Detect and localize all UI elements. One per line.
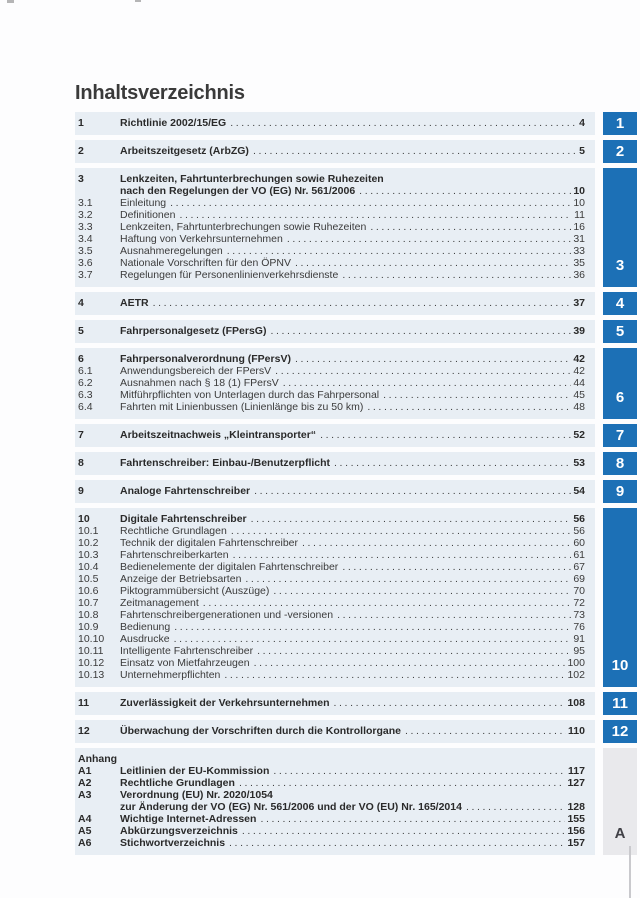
chapter-tab-label: 11 <box>612 695 628 712</box>
toc-row-title: Verordnung (EU) Nr. 2020/1054 <box>120 789 273 801</box>
toc-row-number: 10 <box>78 513 90 525</box>
dot-leader <box>367 401 571 413</box>
toc-section <box>75 452 595 475</box>
dot-leader <box>174 633 572 645</box>
toc-row <box>78 377 585 389</box>
toc-row <box>78 765 585 777</box>
dot-leader <box>466 801 566 813</box>
chapter-tab-label: 1 <box>615 115 625 132</box>
toc-section <box>75 508 595 687</box>
toc-row-number: 11 <box>78 697 90 709</box>
toc-row-title: Einleitung <box>120 197 167 209</box>
toc-row-number: 4 <box>78 297 84 309</box>
toc-row <box>78 597 585 609</box>
dot-leader <box>230 117 577 129</box>
dot-leader <box>337 609 571 621</box>
dot-leader <box>231 525 571 537</box>
toc-row <box>78 269 585 281</box>
toc-row <box>78 789 585 801</box>
toc-row-page: 45 <box>573 389 585 401</box>
toc-row-title: Piktogrammübersicht (Auszüge) <box>120 585 270 597</box>
toc-row-title: Technik der digitalen Fahrtenschreiber <box>120 537 299 549</box>
toc-row <box>78 233 585 245</box>
toc-row <box>78 221 585 233</box>
toc-row-title: Anwendungsbereich der FPersV <box>120 365 272 377</box>
toc-row-title: Unternehmerpflichten <box>120 669 221 681</box>
toc-row-page: 56 <box>573 525 585 537</box>
toc-row-title: Digitale Fahrtenschreiber <box>120 513 247 525</box>
toc-row-title: Lenkzeiten, Fahrtunterbrechungen sowie Ruhezeiten <box>120 221 367 233</box>
dot-leader <box>233 549 572 561</box>
toc-row-number: 10.2 <box>78 537 99 549</box>
dot-leader <box>405 725 566 737</box>
toc-row-number: A3 <box>78 789 92 801</box>
dot-leader <box>242 825 566 837</box>
toc-row-number: 3.6 <box>78 257 93 269</box>
toc-row-page: 67 <box>573 561 585 573</box>
toc-row-number: 1 <box>78 117 84 129</box>
toc-row-title: Fahrten mit Linienbussen (Linienlänge bis zu 50 km) <box>120 401 364 413</box>
chapter-tab-9 <box>603 480 637 503</box>
toc-row <box>78 245 585 257</box>
toc-row-number: 6 <box>78 353 84 365</box>
toc-row-title: Mitführpflichten von Unterlagen durch das Fahrpersonal <box>120 389 380 401</box>
dot-leader <box>359 185 571 197</box>
toc-row-number: 6.3 <box>78 389 93 401</box>
dot-leader <box>227 245 572 257</box>
toc-row-page: 35 <box>573 257 585 269</box>
toc-row-page: 42 <box>573 353 585 365</box>
chapter-tab-label: 12 <box>611 723 629 740</box>
toc-section <box>75 168 595 287</box>
toc-row-number: 3 <box>78 173 84 185</box>
chapter-tab-label: 7 <box>615 427 625 444</box>
toc-row-title: AETR <box>120 297 149 309</box>
toc-row-title: Arbeitszeitnachweis „Kleintransporter“ <box>120 429 317 441</box>
chapter-tab-12 <box>603 720 637 743</box>
toc-entries <box>75 112 595 855</box>
scan-page-edge <box>629 846 631 898</box>
chapter-tab-1 <box>603 112 637 135</box>
toc-row-page: 48 <box>573 401 585 413</box>
toc-row-page: 16 <box>573 221 585 233</box>
toc-row-page: 155 <box>567 813 585 825</box>
chapter-tab-label: 4 <box>615 295 625 312</box>
toc-row-number: 10.7 <box>78 597 99 609</box>
toc-row <box>78 561 585 573</box>
toc-row <box>78 657 585 669</box>
toc-row <box>78 365 585 377</box>
toc-row-page: 156 <box>567 825 585 837</box>
toc-row <box>78 645 585 657</box>
toc-row-title: Wichtige Internet-Adressen <box>120 813 257 825</box>
toc-row-page: 73 <box>573 609 585 621</box>
toc-row <box>78 145 585 157</box>
chapter-tab-2 <box>603 140 637 163</box>
toc-row-title: Überwachung der Vorschriften durch die Kontrollorgane <box>120 725 402 737</box>
toc-row-number: 10.10 <box>78 633 105 645</box>
toc-row-page: 128 <box>567 801 585 813</box>
dot-leader <box>273 765 566 777</box>
dot-leader <box>254 657 566 669</box>
chapter-tab-label: A <box>614 825 626 842</box>
dot-leader <box>229 837 565 849</box>
toc-row-title: Haftung von Verkehrsunternehmen <box>120 233 283 245</box>
toc-row <box>78 725 585 737</box>
toc-row-title: Fahrtenschreiberkarten <box>120 549 229 561</box>
toc-row-number: A4 <box>78 813 92 825</box>
toc-row-title: Stichwortverzeichnis <box>120 837 226 849</box>
toc-row-title: Anzeige der Betriebsarten <box>120 573 242 585</box>
toc-row-page: 42 <box>573 365 585 377</box>
toc-row-number: 2 <box>78 145 84 157</box>
dot-leader <box>320 429 571 441</box>
toc-section <box>75 720 595 743</box>
toc-row-title: nach den Regelungen der VO (EG) Nr. 561/2006 <box>120 185 356 197</box>
chapter-tab-8 <box>603 452 637 475</box>
dot-leader <box>179 209 572 221</box>
toc-row <box>78 549 585 561</box>
toc-row-page: 70 <box>573 585 585 597</box>
dot-leader <box>334 697 566 709</box>
toc-row-number: 12 <box>78 725 90 737</box>
chapter-tab-3 <box>603 168 637 287</box>
toc-row-page: 4 <box>579 117 585 129</box>
toc-row-page: 110 <box>568 725 585 737</box>
toc-row <box>78 633 585 645</box>
toc-row-page: 127 <box>567 777 585 789</box>
toc-row <box>78 525 585 537</box>
dot-leader <box>245 573 571 585</box>
dot-leader <box>302 537 571 549</box>
toc-row-page: 72 <box>573 597 585 609</box>
toc-row-number: 3.1 <box>78 197 93 209</box>
toc-row <box>78 257 585 269</box>
toc-row-title: Lenkzeiten, Fahrtunterbrechungen sowie Ruhezeiten <box>120 173 384 185</box>
toc-row-page: 53 <box>573 457 585 469</box>
toc-row-title: Zuverlässigkeit der Verkehrsunternehmen <box>120 697 330 709</box>
toc-row-number: 10.11 <box>78 645 104 657</box>
toc-row-page: 60 <box>573 537 585 549</box>
toc-row <box>78 697 585 709</box>
dot-leader <box>273 585 571 597</box>
dot-leader <box>224 669 565 681</box>
scan-speck <box>135 0 141 2</box>
toc-row-title: Abkürzungsverzeichnis <box>120 825 238 837</box>
toc-row-number: 8 <box>78 457 84 469</box>
toc-row <box>78 297 585 309</box>
toc-row-page: 91 <box>573 633 585 645</box>
toc-row <box>78 117 585 129</box>
dot-leader <box>270 325 571 337</box>
toc-row-page: 117 <box>568 765 585 777</box>
toc-row-title: Ausdrucke <box>120 633 170 645</box>
toc-row-title: Leitlinien der EU-Kommission <box>120 765 270 777</box>
dot-leader <box>254 485 571 497</box>
toc-row-number: 3.2 <box>78 209 93 221</box>
dot-leader <box>153 297 572 309</box>
toc-row <box>78 801 585 813</box>
dot-leader <box>253 145 577 157</box>
toc-row-number: 3.3 <box>78 221 93 233</box>
toc-row-page: 44 <box>573 377 585 389</box>
toc-row-title: Nationale Vorschriften für den ÖPNV <box>120 257 292 269</box>
toc-row-number: 10.5 <box>78 573 99 585</box>
toc-row <box>78 513 585 525</box>
toc-row-number: 10.4 <box>78 561 99 573</box>
dot-leader <box>257 645 571 657</box>
chapter-tab-7 <box>603 424 637 447</box>
toc-row-number: 10.13 <box>78 669 105 681</box>
chapter-tab-label: 8 <box>615 455 625 472</box>
toc-row-number: A6 <box>78 837 92 849</box>
toc-row-page: 76 <box>573 621 585 633</box>
toc-row-page: 102 <box>567 669 585 681</box>
chapter-tab-label: 2 <box>615 143 625 160</box>
toc-row <box>78 401 585 413</box>
toc-section <box>75 748 595 855</box>
toc-section <box>75 424 595 447</box>
toc-row-number: 3.7 <box>78 269 93 281</box>
toc-row-number: 10.6 <box>78 585 99 597</box>
toc-row <box>78 173 585 185</box>
toc-row-page: 11 <box>574 209 585 221</box>
dot-leader <box>295 353 571 365</box>
toc-row-number: 6.1 <box>78 365 93 377</box>
toc-row-page: 10 <box>573 197 585 209</box>
toc-row-number: 10.9 <box>78 621 99 633</box>
toc-row <box>78 777 585 789</box>
toc-row-number: 10.8 <box>78 609 99 621</box>
toc-row <box>78 185 585 197</box>
toc-row <box>78 209 585 221</box>
dot-leader <box>334 457 571 469</box>
toc-row-title: Zeitmanagement <box>120 597 199 609</box>
toc-section <box>75 112 595 135</box>
toc-row-number: 6.4 <box>78 401 93 413</box>
toc-row-number: 3.5 <box>78 245 93 257</box>
toc-row-page: 95 <box>573 645 585 657</box>
toc-section <box>75 292 595 315</box>
dot-leader <box>287 233 571 245</box>
toc-row-number: 7 <box>78 429 84 441</box>
dot-leader <box>383 389 571 401</box>
toc-row-page: 5 <box>579 145 585 157</box>
dot-leader <box>239 777 566 789</box>
toc-section <box>75 692 595 715</box>
toc-row-title: Analoge Fahrtenschreiber <box>120 485 251 497</box>
toc-row-page: 33 <box>573 245 585 257</box>
toc-row <box>78 429 585 441</box>
scan-speck <box>7 0 14 3</box>
toc-row <box>78 573 585 585</box>
page-title: Inhaltsverzeichnis <box>75 82 245 104</box>
toc-row-title: zur Änderung der VO (EG) Nr. 561/2006 und der VO (EU) Nr. 165/2014 <box>120 801 462 813</box>
toc-row <box>78 825 585 837</box>
toc-row-page: 10 <box>573 185 585 197</box>
toc-row <box>78 353 585 365</box>
toc-row-title: Rechtliche Grundlagen <box>120 525 227 537</box>
toc-row-title: Fahrtenschreibergenerationen und -versionen <box>120 609 334 621</box>
toc-row-title: Fahrpersonalgesetz (FPersG) <box>120 325 267 337</box>
toc-row-page: 69 <box>573 573 585 585</box>
chapter-tab-11 <box>603 692 637 715</box>
dot-leader <box>295 257 571 269</box>
chapter-tab-6 <box>603 348 637 419</box>
toc-row-title: Bedienelemente der digitalen Fahrtenschreiber <box>120 561 339 573</box>
toc-row-page: 157 <box>567 837 585 849</box>
toc-row-number: 10.1 <box>78 525 99 537</box>
chapter-tab-10 <box>603 508 637 687</box>
toc-row <box>78 669 585 681</box>
toc-row-title: Rechtliche Grundlagen <box>120 777 235 789</box>
toc-row <box>78 457 585 469</box>
toc-row-page: 31 <box>573 233 585 245</box>
toc-row <box>78 537 585 549</box>
dot-leader <box>170 197 571 209</box>
toc-row-title: Fahrpersonalverordnung (FPersV) <box>120 353 291 365</box>
dot-leader <box>260 813 565 825</box>
toc-row-page: 56 <box>573 513 585 525</box>
toc-section <box>75 140 595 163</box>
toc-row <box>78 837 585 849</box>
dot-leader <box>174 621 571 633</box>
dot-leader <box>283 377 572 389</box>
dot-leader <box>370 221 571 233</box>
toc-row <box>78 621 585 633</box>
toc-row-number: 10.12 <box>78 657 105 669</box>
chapter-tab-label: 9 <box>615 483 625 500</box>
toc-row <box>78 325 585 337</box>
toc-row <box>78 609 585 621</box>
toc-row-page: 39 <box>573 325 585 337</box>
toc-row-title: Ausnahmen nach § 18 (1) FPersV <box>120 377 279 389</box>
toc-row-page: 61 <box>573 549 585 561</box>
toc-row-number: A1 <box>78 765 92 777</box>
toc-row <box>78 753 585 765</box>
toc-row <box>78 389 585 401</box>
toc-row-title: Intelligente Fahrtenschreiber <box>120 645 254 657</box>
chapter-tab-4 <box>603 292 637 315</box>
toc-row-title: Bedienung <box>120 621 171 633</box>
dot-leader <box>203 597 572 609</box>
toc-row <box>78 585 585 597</box>
toc-row-number: Anhang <box>78 753 118 765</box>
toc-section <box>75 480 595 503</box>
chapter-tab-label: 10 <box>611 657 629 674</box>
toc-row-title: Ausnahmeregelungen <box>120 245 223 257</box>
toc-row-title: Fahrtenschreiber: Einbau-/Benutzerpflicht <box>120 457 331 469</box>
toc-row-page: 100 <box>567 657 585 669</box>
toc-row-page: 54 <box>573 485 585 497</box>
dot-leader <box>342 561 571 573</box>
chapter-tab-5 <box>603 320 637 343</box>
toc-row-number: 9 <box>78 485 84 497</box>
toc-row-title: Regelungen für Personenlinienverkehrsdienste <box>120 269 339 281</box>
toc-row-number: 5 <box>78 325 84 337</box>
toc-row-title: Richtlinie 2002/15/EG <box>120 117 227 129</box>
toc-row-number: 3.4 <box>78 233 93 245</box>
toc-row-title: Arbeitszeitgesetz (ArbZG) <box>120 145 249 157</box>
chapter-tab-rail <box>603 112 637 855</box>
chapter-tab-label: 6 <box>615 389 625 406</box>
dot-leader <box>275 365 571 377</box>
toc-row-number: A5 <box>78 825 92 837</box>
toc-section <box>75 320 595 343</box>
table-of-contents <box>75 112 637 855</box>
toc-row-page: 37 <box>573 297 585 309</box>
toc-row <box>78 813 585 825</box>
toc-row <box>78 197 585 209</box>
toc-row-number: 10.3 <box>78 549 99 561</box>
toc-row-page: 36 <box>573 269 585 281</box>
toc-section <box>75 348 595 419</box>
dot-leader <box>342 269 571 281</box>
toc-row-number: A2 <box>78 777 92 789</box>
dot-leader <box>251 513 572 525</box>
chapter-tab-label: 5 <box>615 323 625 340</box>
chapter-tab-label: 3 <box>615 257 625 274</box>
toc-row <box>78 485 585 497</box>
toc-row-page: 52 <box>573 429 585 441</box>
toc-row-title: Einsatz von Mietfahrzeugen <box>120 657 250 669</box>
toc-row-title: Definitionen <box>120 209 176 221</box>
toc-row-number: 6.2 <box>78 377 93 389</box>
chapter-tab-A <box>603 748 637 855</box>
toc-row-page: 108 <box>567 697 585 709</box>
